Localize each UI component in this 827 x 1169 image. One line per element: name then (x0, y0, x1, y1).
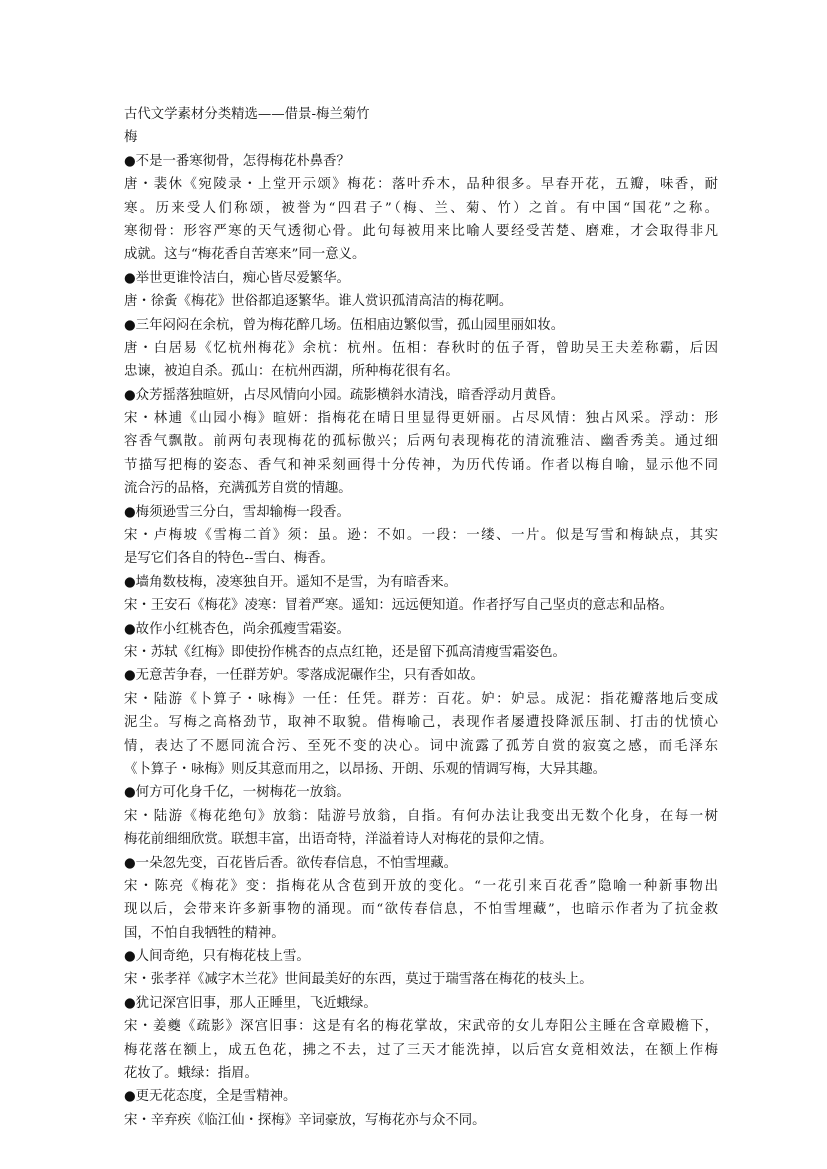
quote-line: ●故作小红桃杏色，尚余孤瘦雪霜姿。 (124, 621, 350, 637)
annotation-line: 寒。历来受人们称颂，被誉为“四君子”（梅、兰、菊、竹）之首。有中国“国花”之称。 (124, 200, 718, 216)
document-title: 古代文学素材分类精选——借景-梅兰菊竹 (124, 107, 370, 122)
quote-line: ●三年闷闷在余杭，曾为梅花醉几场。伍相庙边繁似雪，孤山园里丽如妆。 (124, 317, 565, 333)
quote-line: ●不是一番寒彻骨，怎得梅花朴鼻香？ (124, 153, 350, 169)
quote-line: ●更无花态度，全是雪精神。 (124, 1089, 297, 1105)
annotation-line: 是写它们各自的特色--雪白、梅香。 (124, 551, 334, 567)
annotation-line: 唐・徐夤《梅花》世俗都追逐繁华。谁人赏识孤清高洁的梅花啊。 (124, 294, 513, 310)
annotation-line: 容香气飘散。前两句表现梅花的孤标傲兴；后两句表现梅花的清流雅洁、幽香秀美。通过细 (124, 434, 718, 450)
annotation-line: 宋・姜夔《疏影》深宫旧事：这是有名的梅花掌故，宋武帝的女儿寿阳公主睡在含章殿檐下， (124, 1019, 718, 1035)
quote-line: ●梅须逊雪三分白，雪却输梅一段香。 (124, 504, 350, 520)
annotation-line: 忠谏，被迫自杀。孤山：在杭州西湖，所种梅花很有名。 (124, 364, 459, 380)
annotation-line: 国，不怕自我牺牲的精神。 (124, 925, 285, 941)
annotation-line: 宋・陆游《梅花绝句》放翁：陆游号放翁，自指。有何办法让我变出无数个化身，在每一树 (124, 808, 718, 824)
annotation-line: 宋・陆游《卜算子・咏梅》一任：任凭。群芳：百花。妒：妒忌。成泥：指花瓣落地后变成 (124, 691, 718, 707)
annotation-line: 宋・王安石《梅花》凌寒：冒着严寒。遥知：远远便知道。作者抒写自己坚贞的意志和品格。 (124, 598, 674, 614)
annotation-line: 宋・苏轼《红梅》即使扮作桃杏的点点红艳，还是留下孤高清瘦雪霜姿色。 (124, 644, 566, 660)
annotation-line: 《卜算子・咏梅》则反其意而用之，以昂扬、开朗、乐观的情调写梅，大异其趣。 (124, 761, 607, 777)
annotation-line: 现以后，会带来许多新事物的涌现。而“欲传春信息，不怕雪埋藏”，也暗示作者为了抗金救 (124, 902, 718, 918)
annotation-line: 梅花落在额上，成五色花，拂之不去，过了三天才能洗掉，以后宫女竟相效法，在额上作梅 (124, 1042, 718, 1058)
annotation-line: 唐・白居易《忆杭州梅花》余杭：杭州。伍相：春秋时的伍子胥，曾助吴王夫差称霸，后因 (124, 340, 718, 356)
document-page (124, 103, 718, 1132)
annotation-line: 宋・林逋《山园小梅》暄妍：指梅花在晴日里显得更妍丽。占尽风情：独占风采。浮动：形 (124, 411, 718, 427)
quote-line: ●众芳摇落独暄妍，占尽风情向小园。疏影横斜水清浅，暗香浮动月黄昏。 (124, 387, 565, 403)
annotation-line: 宋・张孝祥《减字木兰花》世间最美好的东西，莫过于瑞雪落在梅花的枝头上。 (124, 972, 593, 988)
annotation-line: 宋・辛弃疾《临江仙・探梅》辛词豪放，写梅花亦与众不同。 (124, 1112, 486, 1128)
annotation-line: 梅花前细细欣赏。联想丰富，出语奇特，洋溢着诗人对梅花的景仰之情。 (124, 832, 553, 848)
annotation-line: 寒彻骨：形容严寒的天气透彻心骨。此句每被用来比喻人要经受苦楚、磨难，才会取得非凡 (124, 223, 718, 239)
quote-line: ●一朵忽先变，百花皆后香。欲传春信息，不怕雪埋藏。 (124, 855, 458, 871)
annotation-line: 花妆了。蛾绿：指眉。 (124, 1066, 258, 1082)
quote-line: ●无意苦争春，一任群芳妒。零落成泥碾作尘，只有香如故。 (124, 668, 484, 684)
quote-line: ●犹记深宫旧事，那人正睡里，飞近蛾绿。 (124, 995, 377, 1011)
annotation-line: 情，表达了不愿同流合污、至死不变的决心。词中流露了孤芳自赏的寂寞之感，而毛泽东 (124, 738, 718, 754)
quote-line: ●何方可化身千亿，一树梅花一放翁。 (124, 785, 350, 801)
annotation-line: 宋・陈亮《梅花》变：指梅花从含苞到开放的变化。“一花引来百花香”隐喻一种新事物出 (124, 878, 718, 894)
annotation-line: 流合污的品格，充满孤芳自赏的情趣。 (124, 481, 352, 497)
annotation-line: 宋・卢梅坡《雪梅二首》须：虽。逊：不如。一段：一缕、一片。似是写雪和梅缺点，其实 (124, 528, 718, 544)
annotation-line: 节描写把梅的姿态、香气和神采刻画得十分传神，为历代传诵。作者以梅自喻，显示他不同 (124, 457, 718, 473)
section-heading: 梅 (124, 130, 138, 146)
annotation-line: 成就。这与“梅花香自苦寒来”同一意义。 (124, 247, 366, 263)
annotation-line: 泥尘。写梅之高格劲节，取神不取貌。借梅喻己，表现作者屡遭投降派压制、打击的忧愤心 (124, 715, 718, 731)
quote-line: ●举世更谁怜洁白，痴心皆尽爱繁华。 (124, 270, 350, 286)
annotation-line: 唐・裴休《宛陵录・上堂开示颂》梅花：落叶乔木，品种很多。早春开花，五瓣，味香，耐 (124, 177, 718, 193)
quote-line: ●墙角数枝梅，凌寒独自开。遥知不是雪，为有暗香来。 (124, 574, 458, 590)
quote-line: ●人间奇绝，只有梅花枝上雪。 (124, 949, 310, 965)
